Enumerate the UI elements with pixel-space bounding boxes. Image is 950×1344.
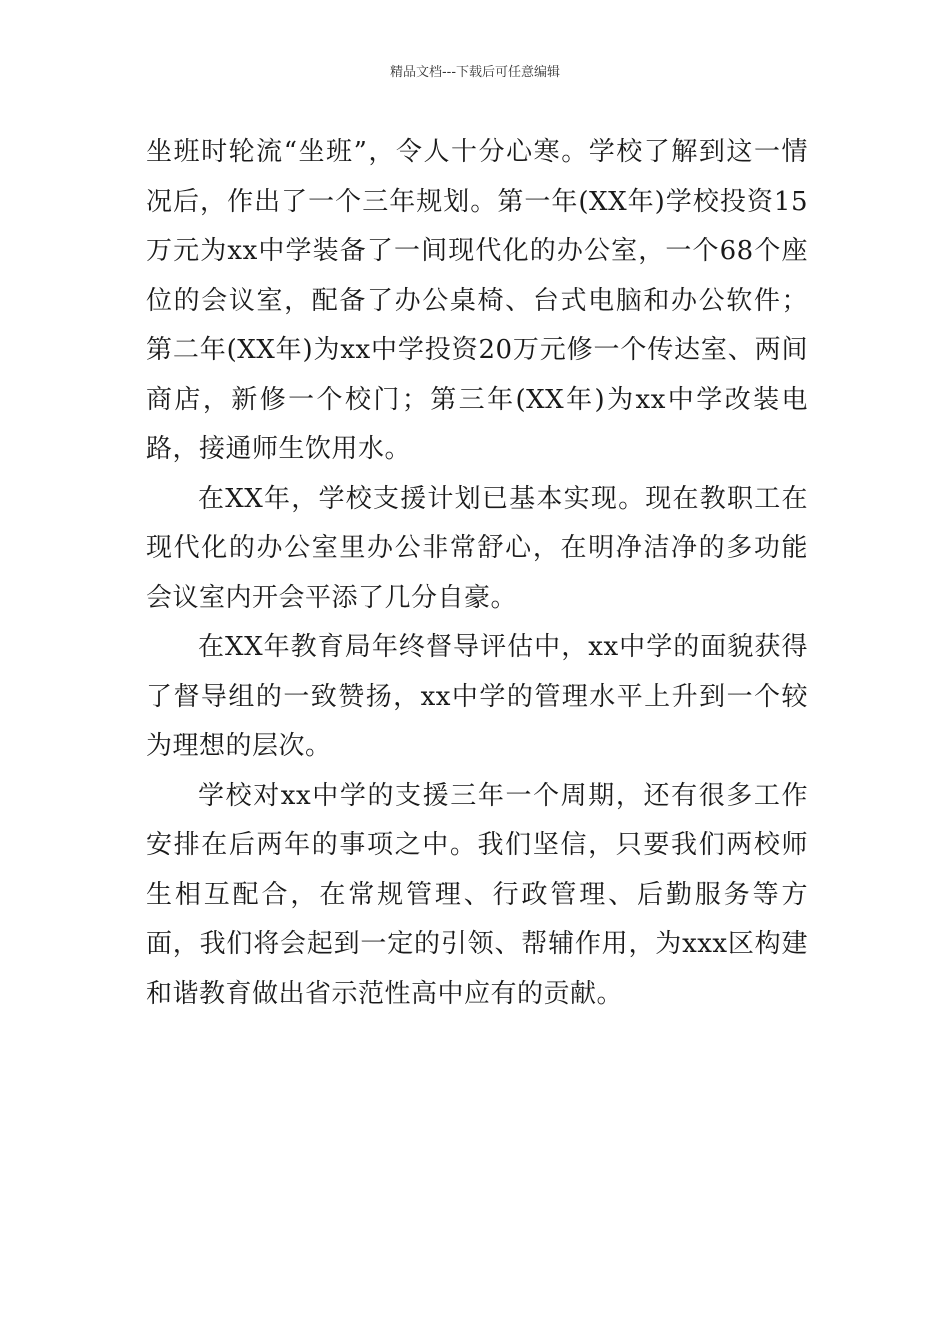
paragraph: 在XX年教育局年终督导评估中，xx中学的面貌获得了督导组的一致赞扬，xx中学的管理水平上升到一个较为理想的层次。 bbox=[146, 632, 808, 761]
page-header: 精品文档---下载后可任意编辑 bbox=[389, 65, 561, 80]
paragraph-continued: 坐班时轮流“坐班”，令人十分心寒。学校了解到这一情况后，作出了一个三年规划。第一年(XX年)学校投资15万元为xx中学装备了一间现代化的办公室，一个68个座位的会议室，配备了办公桌椅、台式电脑和办公软件；第二年(XX年)为xx中学投资20万元修一个传达室、两间商店，新修一个校门；第三年(XX年)为xx中学改装电路，接通师生饮用水。 bbox=[146, 137, 808, 464]
paragraph: 学校对xx中学的支援三年一个周期，还有很多工作安排在后两年的事项之中。我们坚信，只要我们两校师生相互配合，在常规管理、行政管理、后勤服务等方面，我们将会起到一定的引领、帮辅作用，为xxx区构建和谐教育做出省示范性高中应有的贡献。 bbox=[146, 780, 808, 1009]
paragraph: 在XX年，学校支援计划已基本实现。现在教职工在现代化的办公室里办公非常舒心，在明净洁净的多功能会议室内开会平添了几分自豪。 bbox=[146, 483, 808, 613]
document-body bbox=[146, 128, 808, 1019]
